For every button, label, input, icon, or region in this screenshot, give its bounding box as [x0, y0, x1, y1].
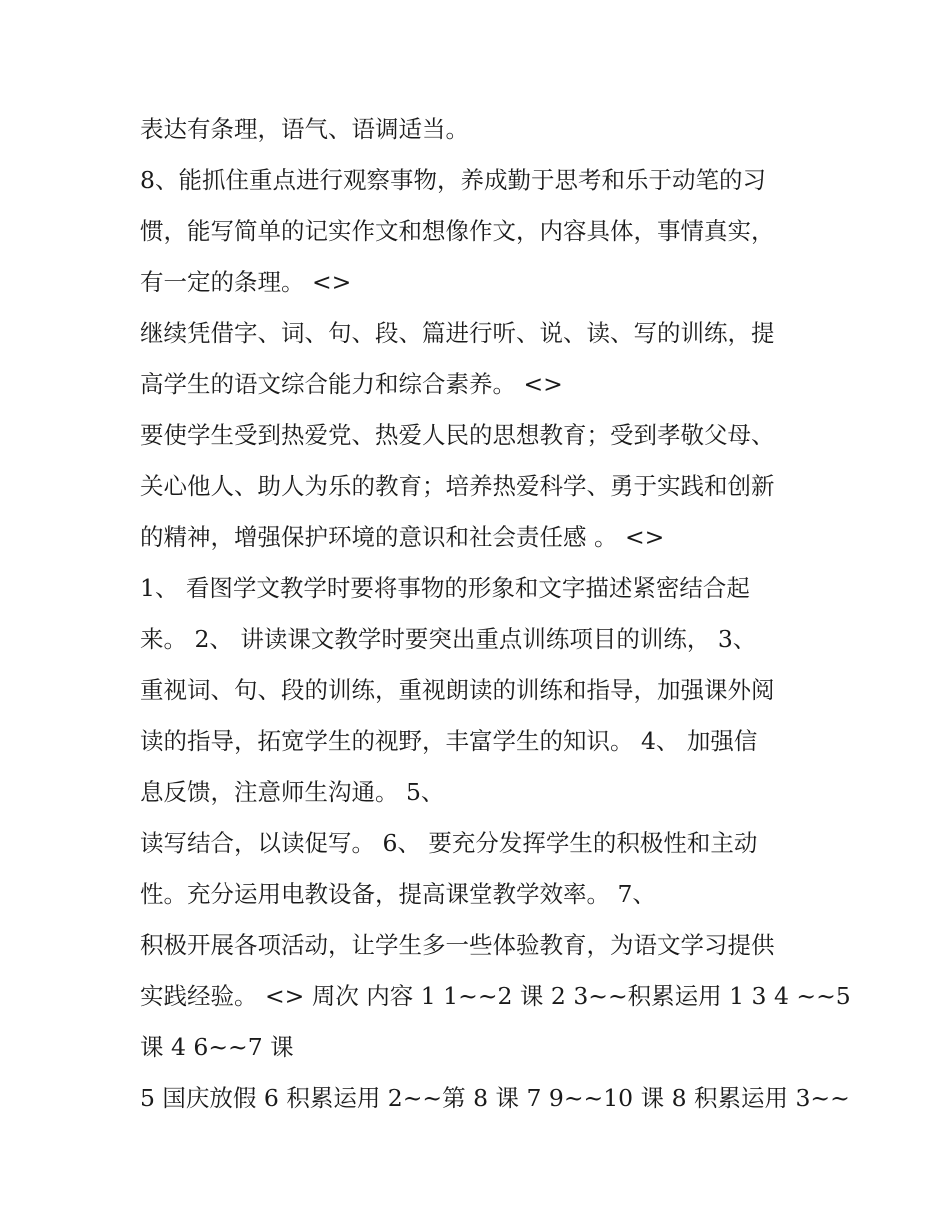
text-line: 高学生的语文综合能力和综合素养。 <>: [140, 370, 563, 398]
text-line: 的精神，增强保护环境的意识和社会责任感 。 <>: [140, 523, 665, 551]
text-line: 读写结合，以读促写。 6、 要充分发挥学生的积极性和主动: [140, 829, 758, 857]
text-line: 5 国庆放假 6 积累运用 2~~第 8 课 7 9~~10 课 8 积累运用 3~~: [140, 1084, 850, 1112]
text-line: 继续凭借字、词、句、段、篇进行听、说、读、写的训练，提: [140, 319, 775, 347]
text-line: 8、能抓住重点进行观察事物，养成勤于思考和乐于动笔的习: [140, 166, 766, 194]
text-line: 息反馈，注意师生沟通。 5、: [140, 778, 445, 806]
text-line: 重视词、句、段的训练，重视朗读的训练和指导，加强课外阅: [140, 676, 775, 704]
text-line: 读的指导，拓宽学生的视野，丰富学生的知识。 4、 加强信: [140, 727, 758, 755]
text-line: 关心他人、助人为乐的教育；培养热爱科学、勇于实践和创新: [140, 472, 775, 500]
text-line: 积极开展各项活动，让学生多一些体验教育，为语文学习提供: [140, 931, 775, 959]
body-text: [140, 104, 851, 1124]
text-line: 来。 2、 讲读课文教学时要突出重点训练项目的训练， 3、: [140, 625, 757, 653]
text-line: 课 4 6~~7 课: [140, 1033, 294, 1061]
text-line: 惯，能写简单的记实作文和想像作文，内容具体，事情真实，: [140, 217, 775, 245]
text-line: 表达有条理，语气、语调适当。: [140, 115, 469, 143]
text-line: 有一定的条理。 <>: [140, 268, 352, 296]
text-line: 1、 看图学文教学时要将事物的形象和文字描述紧密结合起: [140, 574, 750, 602]
text-line: 要使学生受到热爱党、热爱人民的思想教育；受到孝敬父母、: [140, 421, 775, 449]
text-line: 实践经验。 <> 周次 内容 1 1~~2 课 2 3~~积累运用 1 3 4 ~~5: [140, 982, 851, 1010]
text-line: 性。充分运用电教设备，提高课堂教学效率。 7、: [140, 880, 656, 908]
